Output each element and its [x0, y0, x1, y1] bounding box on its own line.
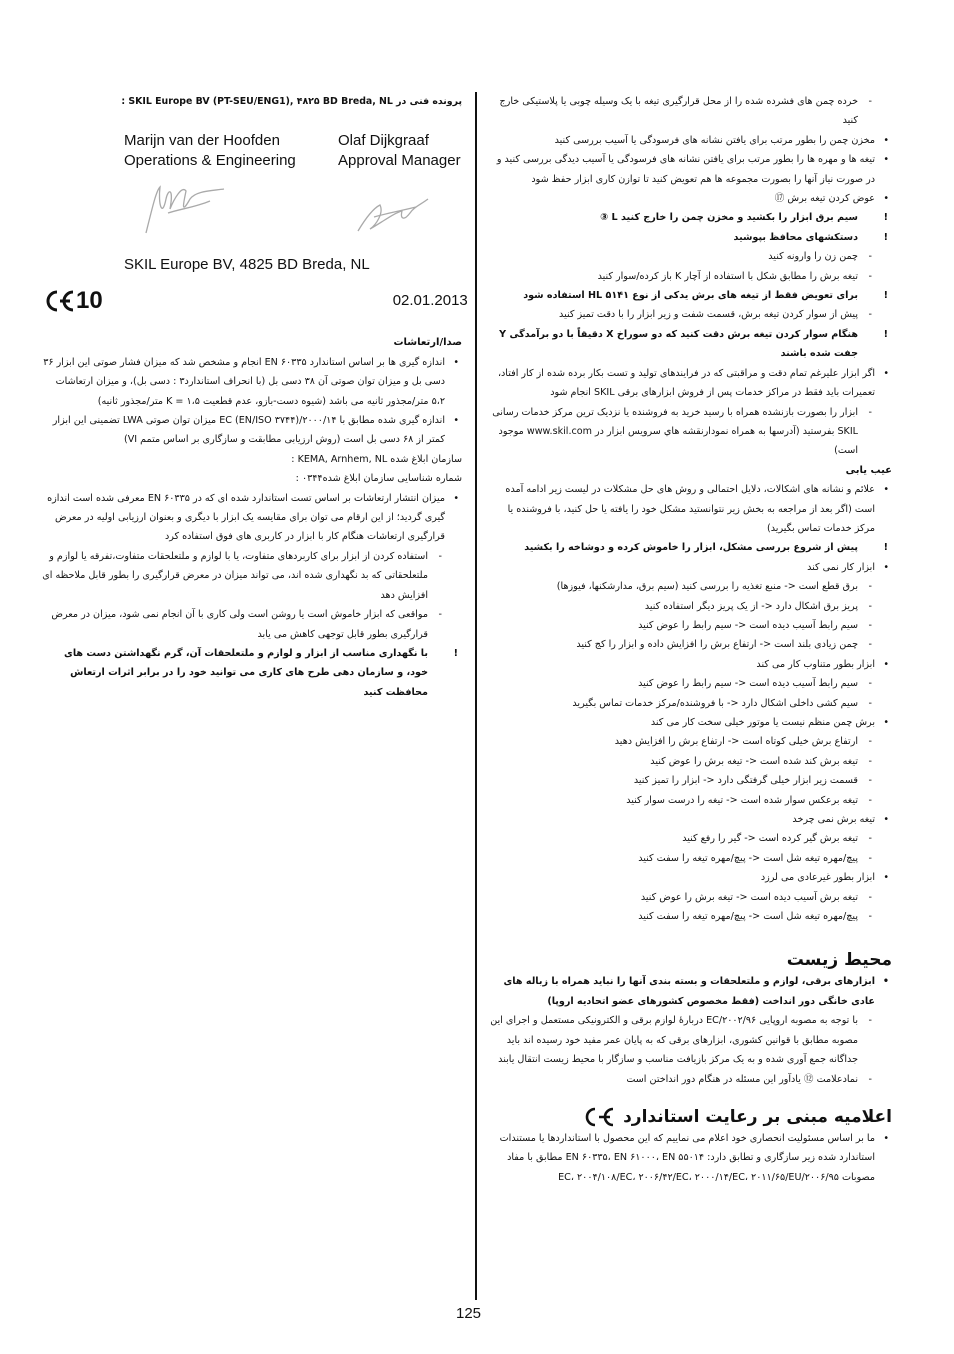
ce-number: 10 [76, 287, 103, 315]
bullet-item: • علائم و نشانه های اشکالات، دلایل احتمالی و روش های حل مشکلات در لیست زیر ادامه آمده است (اگر بعد از مراجعه به بخش زیر نتوانستید مشکل خود را یافته یا حل کنید، با فروشنده یا مرکز خدمات تماس بگیرید) [487, 480, 892, 538]
dash-item: - پیش از سوار کردن تیغه برش، قسمت شفت و زیر ابزار را با دقت تمیز کنید [487, 305, 892, 324]
dash-item: - پیچ/مهره تیغه شل است <- پیچ/مهره تیغه را سفت کنید [487, 907, 892, 926]
bullet-item: • ابزار بطور متناوب کار می کند [487, 655, 892, 674]
ce-date-row [42, 287, 468, 315]
noise-vibration-heading: صدا/ارتعاشات [393, 337, 462, 349]
warning-item: ! با نگهداری مناسب از ابزار و لوازم و ملتعلحقات آن، گرم نگهداشتن دست های خود، و سازمان دهی طرح های کاری می توانید خود را در برابر اثرات ارتعاش محافظت کنید [42, 644, 462, 702]
dash-item: - ارتفاع برش خیلی کوتاه است <- ارتفاع برش را افزایش دهید [487, 732, 892, 751]
dash-item: - پریز برق اشکال دارد <- از یک پریز دیگر استفاده کنید [487, 597, 892, 616]
bullet-item: • اندازه گیری شده مطابق با ۲۰۰۰/۱۴/EC (EN/ISO ۳۷۴۴) میزان توان صوتی LWA تضمینی این ابزار کمتر از ۶۸ دسی بل است (روش ارزیابی مطابقت و سازگاری بر اساس متمم VI) [42, 411, 462, 450]
signature-1-icon [140, 179, 230, 239]
signatory-1-title: Operations & Engineering [124, 152, 296, 170]
bullet-item: • اندازه گیری ها بر اساس استاندارد EN ۶۰۳۳۵ انجام و مشخص شد که میزان فشار صوتی این ابزار ۳۶ دسی بل و میزان توان صوتی آن ۳۸ دسی بل (با انحراف استاندارد۳ : دسی بل)، و میزان ارتعاشات ۵،۲ متر/مجذور ثانیه می باشد (شیوه دست-بازو، عدم قطعیت K = ۱،۵ متر/مجذور ثانیه) [42, 353, 462, 411]
bullet-item: • ابزار کار نمی کند [487, 558, 892, 577]
dash-item: - قسمت زیر ابزار خیلی گرفتگی دارد <- ابزار را تمیز کنید [487, 771, 892, 790]
bullet-item: • اگر ابزار علیرغم تمام دقت و مراقبتی که در فرایندهای تولید و تست بکار برده شده از کار افتاد، تعمیرات باید فقط در مراکز خدمات پس از فروش ابزارهای برقی SKIL انجام شود [487, 364, 892, 403]
warning-item: ! پیش از شروع بررسی مشکل، ابزار را خاموش کرده و دوشاخه را بکشید [487, 538, 892, 557]
dash-item: - پیچ/مهره تیغه شل است <- پیچ/مهره تیغه را سفت کنید [487, 849, 892, 868]
dash-item: - تیغه برش گیر کرده است <- گیر را رفع کنید [487, 829, 892, 848]
dash-item: - تیغه برعکس سوار شده است <- تیغه را درست سوار کنید [487, 791, 892, 810]
dash-item: - ابزار را بصورت بازنشده همراه با رسید خرید به فروشنده یا نزدیک ترین مرکز خدمات رسانی SKIL بفرستید (آدرسها به همراه نمودارنقشه هاي سرويس ابزار در www.skil.com موجود است) [487, 403, 892, 461]
environment-heading: محیط زیست [786, 950, 892, 971]
signatory-1 [124, 131, 338, 245]
dash-item: - تیغه برش را مطابق شکل با استفاده از آچار K باز کرده/سوار کنید [487, 267, 892, 286]
dash-item: - مواقعی که ابزار خاموش است یا روشن است ولی کاری با آن انجام نمی شود، میزان در معرض قرارگیری بطور قابل توجهی کاهش می یابد [42, 605, 462, 644]
signatory-2-name: Olaf Dijkgraaf [338, 132, 429, 150]
text-line: شماره شناسایی سازمان ابلاغ شده۰۳۴۴ : [295, 473, 462, 485]
signatory-2-title: Approval Manager [338, 152, 461, 170]
ce-mark-icon [579, 1106, 617, 1128]
dash-item: - تیغه برش آسیب دیده است <- تیغه برش را عوض کنید [487, 888, 892, 907]
declaration-date: 02.01.2013 [392, 292, 468, 310]
noise-vibration-section [42, 353, 462, 702]
warning-item: ! سیم برق ابزار را بکشید و مخزن چمن را خارج کنید L ③ [487, 208, 892, 227]
column-divider [475, 92, 477, 1300]
warning-item: ! هنگام سوار کردن تیغه برش دقت کنید که دو سوراخ X دقیقاً با دو برآمدگی Y جفت شده باشند [487, 325, 892, 364]
warning-item: ! دستکشهای محافظ بپوشید [487, 228, 892, 247]
declaration-heading-row [487, 1105, 892, 1129]
right-column [487, 92, 892, 1187]
dash-item: - چمن زن را وارونه کنید [487, 247, 892, 266]
bullet-item: • میزان انتشار ارتعاشات بر اساس تست استاندارد شده ای که در EN ۶۰۳۳۵ معرفی شده است اندازه گیری گردید؛ از این ارقام می توان برای مقایسه یک ابزار با دیگری و بعنوان ارزیابی اولیه در معرض قرارگیری ارتعاشات هنگام کار با ابزار در کاربری های فوق استفاده کرد [42, 489, 462, 547]
dash-item: - برق قطع است <- منبع تغذیه را بررسی کنید (سیم برق، مدارشکنها، فیوزها) [487, 577, 892, 596]
bullet-item: • عوض کردن تیغه برش ⑰ [487, 189, 892, 208]
dash-item: - تیغه برش کند شده است <- تیغه برش را عوض کنید [487, 752, 892, 771]
technical-file-line: پرونده فنی در SKIL Europe BV (PT-SEU/ENG1), ۴۸۲۵ BD Breda, NL : [121, 96, 462, 107]
ce-number-block [42, 287, 103, 315]
dash-item: - خرده چمن های فشرده شده را از محل قرارگیری تیغه با یک وسیله چوبی یا پلاستیکی خارج کنید [487, 92, 892, 131]
maintenance-troubleshooting-section [487, 92, 892, 926]
bullet-item: • ابزار بطور غیرعادی می لرزد [487, 868, 892, 887]
bullet-item: • ابزارهای برقی، لوازم و ملتعلحقات و بسته بندی آنها را نباید همراه با زباله های عادی خانگی دور انداخت (فقط مخصوص کشورهای عضو اتحادیه اروپا) [487, 972, 892, 1011]
page-number: 125 [456, 1305, 482, 1322]
declaration-section [487, 1129, 892, 1187]
bullet-item: • برش چمن منظم نیست یا موتور خیلی سخت کار می کند [487, 713, 892, 732]
ce-mark-icon [42, 289, 76, 313]
left-column [42, 92, 468, 702]
dash-item: - با توجه به مصوبه اروپایی ۲۰۰۲/۹۶/EC دربارهٔ لوازم برقی و الکترونیکی مستعمل و اجرای این مصوبه مطابق با قوانین کشوری، ابزارهای برقی که به پایان عمر مفید خود رسیده اند باید جداگانه جمع آوری شده و به یک مرکز بازیافت مناسب و سازگار با محیط زیست انتقال یابند [487, 1011, 892, 1069]
dash-item: - سیم کشی داخلی اشکال دارد <- با فروشنده/مرکز خدمات تماس بگیرید [487, 694, 892, 713]
declaration-heading: اعلامیه مبنی بر رعایت استاندارد [623, 1106, 892, 1127]
dash-item: - سیم رابط آسیب دیده است <- سیم رابط را عوض کنید [487, 674, 892, 693]
bullet-item: • تیغه ها و مهره ها را بطور مرتب برای یافتن نشانه های فرسودگی یا آسیب دیدگی بررسی کنید و در صورت نیاز آنها را بصورت مجموعه ها هم تعویض کنید تا توازن کاری ابزار حفظ شود [487, 150, 892, 189]
dash-item: - سیم رابط آسیب دیده است <- سیم رابط را عوض کنید [487, 616, 892, 635]
signature-2-icon [354, 191, 434, 241]
signatory-2 [338, 131, 461, 245]
signatures-block [124, 131, 462, 245]
text-line: سازمان ابلاغ شده KEMA, Arnhem, NL : [291, 453, 462, 465]
warning-item: ! برای تعویض فقط از تیغه های برش یدکی از نوع HL ۵۱۴۱ استفاده شود [487, 286, 892, 305]
bullet-item: • ما بر اساس مسئولیت انحصاری خود اعلام می نماییم که این محصول با استانداردها یا مستندات استاندارد شده زیر سازگاری و تطابق دارد: EN ۶۰۳۳۵، EN ۶۱۰۰۰، EN ۵۵۰۱۴ مطابق با مفاد مصوبات ۲۰۰۶/۹۵/EC، ۲۰۰۴/۱۰۸/EC، ۲۰۰۶/۴۲/EC، ۲۰۰۰/۱۴/EC، ۲۰۱۱/۶۵/EU [487, 1129, 892, 1187]
bullet-item: • مخزن چمن را بطور مرتب برای یافتن نشانه های فرسودگی یا آسیب بررسی کنید [487, 131, 892, 150]
company-address: SKIL Europe BV, 4825 BD Breda, NL [124, 256, 370, 274]
signatory-1-name: Marijn van der Hoofden [124, 132, 280, 150]
section-heading: عیب یابی [845, 464, 892, 476]
bullet-item: • تیغه برش نمی چرخد [487, 810, 892, 829]
dash-item: - نمادعلامت ⑫ یادآور این مسئله در هنگام دور انداختن است [487, 1070, 892, 1089]
dash-item: - چمن زیادی بلند است <- ارتفاع برش را افزایش داده و ابزار را کج کنید [487, 635, 892, 654]
environment-section [487, 972, 892, 1088]
dash-item: - استفاده کردن از ابزار برای کاربردهای متفاوت، یا با لوازم و ملتعلحقات متفاوت،تفرقه یا لوازم و ملتعلحقاتی که بد نگهداری شده اند، می تواند میزان در معرض قرارگیری را بطور قابل ملاحظه ای افزایش دهد [42, 547, 462, 605]
